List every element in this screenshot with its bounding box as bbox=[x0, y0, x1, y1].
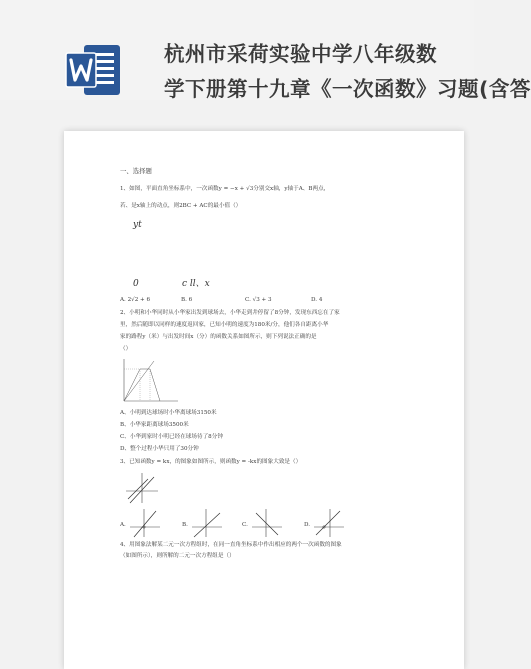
q3-option-a-graph bbox=[128, 507, 162, 539]
document-page bbox=[64, 131, 464, 669]
q4-text-line-1: 4、用图象法解某二元一次方程组时，在同一直角坐标系中作出相应的两个一次函数的图象 bbox=[120, 542, 342, 548]
header bbox=[0, 0, 531, 101]
q2-text-line-2: 里，然后随即以同样的速度返回家，已知小明的速度为180米/分，他们各自距离小华 bbox=[120, 322, 329, 328]
q3-option-b: B. bbox=[182, 522, 188, 528]
q1-option-d: D. 4 bbox=[311, 297, 323, 303]
q3-option-b-graph bbox=[190, 507, 224, 539]
q2-option-d: D、整个过程小华只用了30分钟 bbox=[120, 446, 199, 452]
title-line-2: 学下册第十九章《一次函数》习题(含答 bbox=[164, 77, 531, 101]
word-document-icon bbox=[62, 39, 124, 101]
q4-text-line-2: （如图所示），则所解的二元一次方程组是（） bbox=[120, 553, 235, 559]
q1-option-b: B. 6 bbox=[181, 297, 193, 303]
section-heading: 一、选择题 bbox=[120, 167, 152, 175]
q3-given-graph bbox=[124, 471, 160, 505]
q2-option-a: A、小明到达球场时小华离球场3150米 bbox=[120, 410, 217, 416]
q2-option-b: B、小华家距离球场3500米 bbox=[120, 422, 189, 428]
q2-option-c: C、小华到家时小明已经在球场待了8分钟 bbox=[120, 434, 223, 440]
q2-graph bbox=[120, 357, 180, 405]
document-title bbox=[164, 37, 531, 107]
q1-text-line-2: 若、是x轴上的动点，则2BC + AC的最小值（） bbox=[120, 203, 242, 209]
q3-option-c: C. bbox=[242, 522, 248, 528]
q1-option-a: A. 2√2 + 6 bbox=[120, 297, 151, 303]
q1-text-line-1: 1、如图，平面直角坐标系中，一次函数y = −x + √3分别交x轴，y轴于A、B两点， bbox=[120, 186, 330, 192]
title-line-1: 杭州市采荷实验中学八年级数 bbox=[164, 42, 437, 66]
q3-option-d-graph bbox=[312, 507, 346, 539]
q2-text-line-1: 2、小明和小华同时从小华家出发到球场去，小华走到井停留了8分钟，发现东西忘在了家 bbox=[120, 310, 340, 316]
q2-text-line-3: 家的路程y（米）与出发时间x（分）的函数关系如图所示，则下列说法正确的是 bbox=[120, 334, 317, 340]
q1-figure-label-x: c ll、x bbox=[182, 279, 210, 289]
q1-figure-label-y: yt bbox=[133, 220, 142, 230]
q3-text-line-1: 3、已知函数y = kx，的图象如图所示，则函数y = -kx的图象大致是（） bbox=[120, 459, 302, 465]
q3-option-a: A. bbox=[120, 522, 126, 528]
q1-option-c: C. √3 + 3 bbox=[245, 297, 272, 303]
q3-option-c-graph bbox=[250, 507, 284, 539]
q3-option-d: D. bbox=[304, 522, 311, 528]
q2-text-line-4: （） bbox=[120, 346, 132, 352]
q1-figure-label-origin: 0 bbox=[133, 279, 139, 289]
